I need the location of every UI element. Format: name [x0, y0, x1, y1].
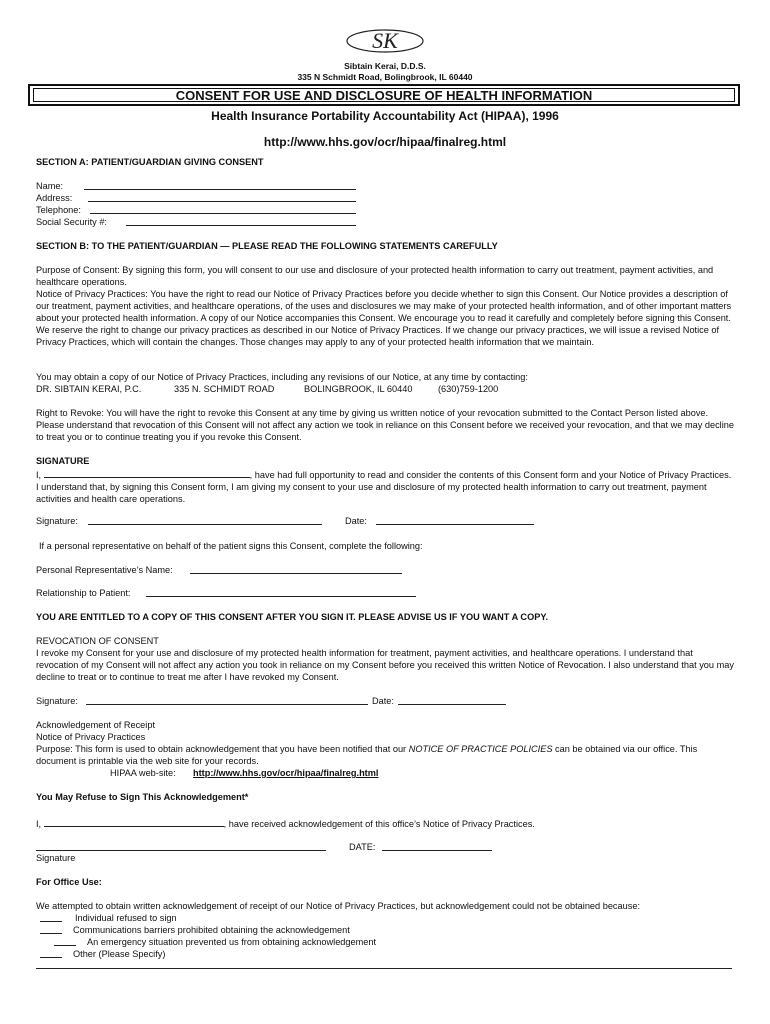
office-use-intro: We attempted to obtain written acknowledgement of receipt of our Notice of Privacy Practices, but acknowledgement could not be obtained because: — [36, 901, 640, 911]
ack-purpose-suffix: can be obtained via our office. This document is printable via the web site for your records. — [36, 744, 698, 766]
revocation-date-field[interactable] — [398, 704, 506, 705]
option-blank-2[interactable] — [40, 933, 62, 934]
revocation-heading: REVOCATION OF CONSENT — [36, 636, 159, 646]
reserve-text: We reserve the right to change our privacy practices as described in our Notice of Privacy Practices. If we change our privacy practices, we will issue a revised Notice of Privacy Practices, which will contain the changes. Those changes may apply to any of your protected health information that we maintain. — [36, 325, 720, 347]
ssn-field[interactable] — [126, 225, 356, 226]
section-b-body — [36, 264, 736, 348]
relationship-field[interactable] — [146, 596, 416, 597]
title-box — [28, 84, 740, 106]
hipaa-url[interactable]: http://www.hhs.gov/ocr/hipaa/finalreg.html — [263, 135, 507, 149]
purpose-text: Purpose of Consent: By signing this form, you will consent to our use and disclosure of your protected health information to carry out treatment, payment activities, and healthcare operations. — [36, 265, 714, 287]
section-a-heading: SECTION A: PATIENT/GUARDIAN GIVING CONSENT — [36, 157, 264, 167]
logo-monogram: SK — [372, 28, 398, 53]
practice-address: 335 N Schmidt Road, Bolingbrook, IL 60440 — [297, 72, 473, 82]
obtain-copy-text: You may obtain a copy of our Notice of Privacy Practices, including any revisions of our Notice, at any time by contacting: — [36, 372, 528, 382]
revocation-date-label: Date: — [372, 696, 394, 706]
received-name-field[interactable] — [44, 816, 224, 827]
address-label: Address: — [36, 193, 73, 203]
revoke-text: Right to Revoke: You will have the right to revoke this Consent at any time by giving us written notice of your revocation submitted to the Contact Person listed above. Please understand that revocation of this Consent will not affect any action we took in reliance on this Consent before we received your revocation, and that we may decline to treat you or to continue treating you if you revoke this Consent. — [36, 408, 734, 442]
name-field[interactable] — [84, 189, 356, 190]
notice-text: Notice of Privacy Practices: You have the right to read our Notice of Privacy Practices before you decide whether to sign this Consent. Our Notice provides a description of our treatment, payment activities, and healthcare operations, of the uses and disclosures we may make of your protected health information, and of other important matters about your protected health information. A copy of our Notice accompanies this Consent. We encourage you to read it carefully and completely before signing this Consent. — [36, 289, 732, 323]
ack-website-label: HIPAA web-site: — [110, 768, 176, 778]
signature-label: Signature: — [36, 516, 78, 526]
signer-name-field[interactable] — [44, 467, 250, 478]
page-subtitle: Health Insurance Portability Accountability Act (HIPAA), 1996 — [211, 109, 559, 123]
signature-text: , have had full opportunity to read and consider the contents of this Consent form and your Notice of Privacy Practices. I understand that, by signing this Consent form, I am giving my consent to your use and disclosure of my protected health information to carry out treatment, payment activities and health care operations. — [36, 470, 732, 504]
ack-signature-label: Signature — [36, 853, 76, 863]
contact-street: 335 N. SCHMIDT ROAD — [174, 384, 275, 394]
option-other: Other (Please Specify) — [73, 949, 166, 959]
practice-name: Sibtain Kerai, D.D.S. — [344, 61, 426, 71]
refuse-notice: You May Refuse to Sign This Acknowledgement* — [36, 792, 249, 802]
telephone-field[interactable] — [90, 213, 356, 214]
option-refused: Individual refused to sign — [75, 913, 177, 923]
option-blank-4[interactable] — [40, 957, 62, 958]
contact-name: DR. SIBTAIN KERAI, P.C. — [36, 384, 142, 394]
address-field[interactable] — [88, 201, 356, 202]
ack-purpose-prefix: Purpose: This form is used to obtain acknowledgement that you have been notified that our — [36, 744, 407, 754]
ack-signature-field[interactable] — [36, 850, 326, 851]
contact-city: BOLINGBROOK, IL 60440 — [304, 384, 413, 394]
page-title: CONSENT FOR USE AND DISCLOSURE OF HEALTH INFORMATION — [175, 88, 593, 103]
revocation-signature-field[interactable] — [86, 704, 368, 705]
rep-name-label: Personal Representative’s Name: — [36, 565, 173, 575]
relationship-label: Relationship to Patient: — [36, 588, 131, 598]
signature-statement — [36, 467, 736, 505]
rep-note: If a personal representative on behalf of the patient signs this Consent, complete the following: — [39, 541, 423, 551]
entitled-notice: YOU ARE ENTITLED TO A COPY OF THIS CONSENT AFTER YOU SIGN IT. PLEASE ADVISE US IF YOU WANT A COPY. — [36, 612, 548, 622]
name-label: Name: — [36, 181, 64, 191]
rep-name-field[interactable] — [190, 573, 402, 574]
ack-subheading: Notice of Privacy Practices — [36, 732, 146, 742]
contact-phone: (630)759-1200 — [438, 384, 499, 394]
ssn-label: Social Security #: — [36, 217, 107, 227]
telephone-label: Telephone: — [36, 205, 81, 215]
ack-purpose — [36, 743, 736, 767]
option-blank-3[interactable] — [54, 945, 76, 946]
ack-heading: Acknowledgement of Receipt — [36, 720, 155, 730]
option-blank-1[interactable] — [40, 921, 62, 922]
revocation-text: I revoke my Consent for your use and disclosure of my protected health information for treatment, payment activities, and healthcare operations. I understand that revocation of my Consent will not affect any action you took in reliance on my Consent before you received this written Notice of Revocation. I also understand that you may decline to treat or to continue to treat me after I have revoked my Consent. — [36, 648, 734, 682]
other-specify-field[interactable] — [36, 968, 732, 969]
ack-website-link[interactable]: http://www.hhs.gov/ocr/hipaa/finalreg.html — [193, 768, 379, 778]
option-emergency: An emergency situation prevented us from obtaining acknowledgement — [87, 937, 377, 947]
office-use-heading: For Office Use: — [36, 877, 102, 887]
ack-purpose-italic: NOTICE OF PRACTICE POLICIES — [408, 744, 553, 754]
ack-date-label: DATE: — [349, 842, 376, 852]
signature-field[interactable] — [88, 524, 322, 525]
received-statement — [36, 816, 535, 830]
section-b-heading: SECTION B: TO THE PATIENT/GUARDIAN — PLEASE READ THE FOLLOWING STATEMENTS CAREFULLY — [36, 241, 498, 251]
signature-heading: SIGNATURE — [36, 456, 90, 466]
signature-prefix: I, — [36, 470, 42, 480]
ack-date-field[interactable] — [382, 850, 492, 851]
option-barriers: Communications barriers prohibited obtaining the acknowledgement — [73, 925, 350, 935]
date-label: Date: — [345, 516, 367, 526]
received-text: , have received acknowledgement of this office’s Notice of Privacy Practices. — [223, 819, 535, 829]
revocation-signature-label: Signature: — [36, 696, 78, 706]
practice-logo — [340, 24, 430, 56]
date-field[interactable] — [376, 524, 534, 525]
received-prefix: I, — [36, 819, 42, 829]
